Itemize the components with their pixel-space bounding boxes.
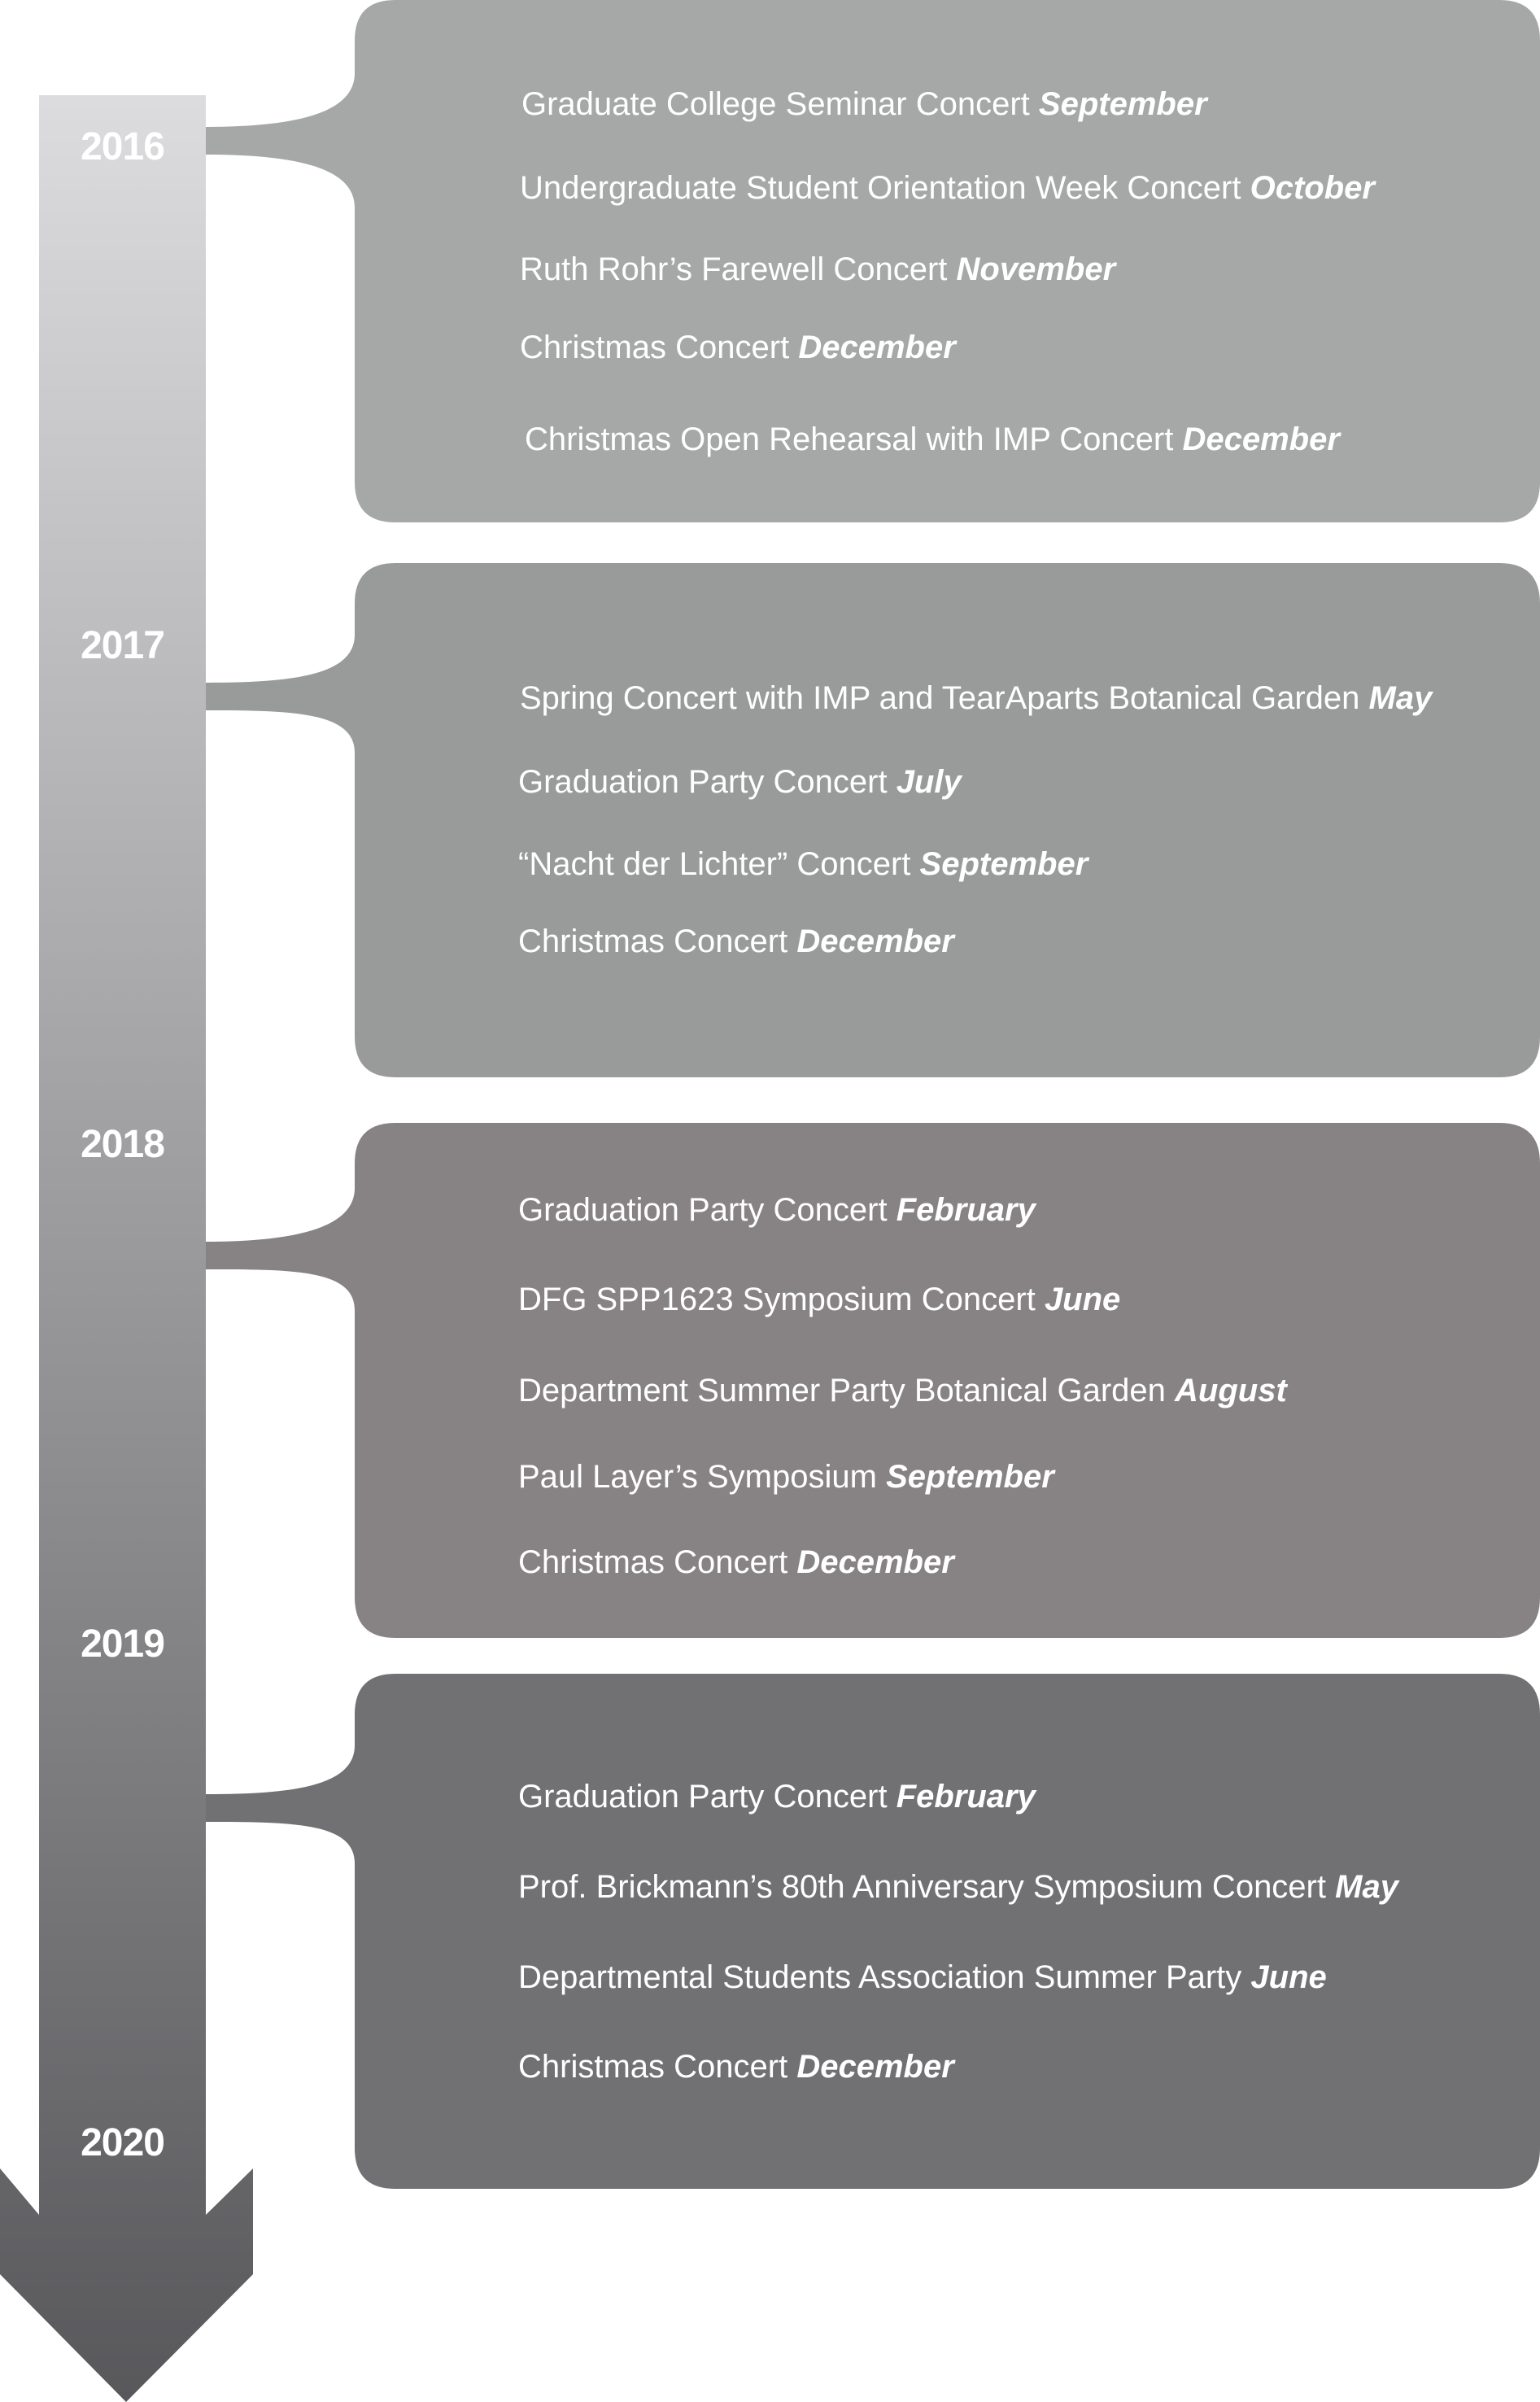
event-panel-2019 xyxy=(206,1674,1540,2189)
event-item xyxy=(521,85,1207,124)
event-name: Undergraduate Student Orientation Week Concert xyxy=(520,170,1241,206)
event-name: Paul Layer’s Symposium xyxy=(518,1459,877,1495)
event-month: June xyxy=(1250,1959,1327,1995)
year-label-2016: 2016 xyxy=(81,125,164,168)
event-item xyxy=(520,328,956,367)
event-name: Graduation Party Concert xyxy=(518,764,888,800)
event-month: December xyxy=(1182,421,1340,457)
event-item xyxy=(518,922,954,961)
event-month: December xyxy=(796,1544,954,1580)
event-month: May xyxy=(1335,1869,1398,1905)
event-item xyxy=(518,1190,1036,1229)
event-name: Prof. Brickmann’s 80th Anniversary Symposium Concert xyxy=(518,1869,1326,1905)
event-name: Graduation Party Concert xyxy=(518,1779,888,1815)
event-month: December xyxy=(796,924,954,959)
event-item xyxy=(518,1958,1327,1997)
event-month: August xyxy=(1175,1373,1287,1408)
event-month: September xyxy=(919,846,1088,882)
event-name: Ruth Rohr’s Farewell Concert xyxy=(520,251,948,287)
year-label-2018: 2018 xyxy=(81,1123,164,1166)
event-month: October xyxy=(1250,170,1375,206)
event-name: Graduation Party Concert xyxy=(518,1192,888,1228)
event-item xyxy=(520,250,1115,289)
event-month: June xyxy=(1044,1282,1121,1317)
event-name: “Nacht der Lichter” Concert xyxy=(518,846,911,882)
event-name: Christmas Open Rehearsal with IMP Concert xyxy=(525,421,1174,457)
event-item xyxy=(518,762,962,801)
event-name: Spring Concert with IMP and TearAparts Botanical Garden xyxy=(520,680,1360,716)
year-label-2020: 2020 xyxy=(81,2121,164,2164)
event-item xyxy=(518,1543,954,1582)
event-month: September xyxy=(886,1459,1054,1495)
event-month: May xyxy=(1368,680,1433,716)
event-name: DFG SPP1623 Symposium Concert xyxy=(518,1282,1036,1317)
event-month: July xyxy=(896,764,962,800)
event-item xyxy=(520,168,1375,207)
event-name: Departmental Students Association Summer Party xyxy=(518,1959,1242,1995)
event-name: Christmas Concert xyxy=(518,924,788,959)
event-month: December xyxy=(796,2049,954,2085)
event-month: September xyxy=(1038,86,1207,122)
event-item xyxy=(518,1457,1054,1496)
event-item xyxy=(518,1280,1120,1319)
event-item xyxy=(518,845,1088,884)
event-month: November xyxy=(956,251,1116,287)
event-panel-2017 xyxy=(206,563,1540,1077)
event-name: Department Summer Party Botanical Garden xyxy=(518,1373,1166,1408)
event-month: February xyxy=(896,1192,1036,1228)
event-item xyxy=(518,1777,1036,1816)
event-item xyxy=(520,679,1432,718)
event-name: Christmas Concert xyxy=(518,1544,788,1580)
year-label-2017: 2017 xyxy=(81,624,164,667)
event-month: February xyxy=(896,1779,1036,1815)
event-name: Christmas Concert xyxy=(518,2049,788,2085)
event-name: Graduate College Seminar Concert xyxy=(521,86,1030,122)
event-name: Christmas Concert xyxy=(520,330,790,365)
year-label-2019: 2019 xyxy=(81,1622,164,1666)
event-item xyxy=(518,1867,1398,1906)
event-month: December xyxy=(798,330,956,365)
event-item xyxy=(518,1371,1287,1410)
event-item xyxy=(518,2047,954,2086)
event-item xyxy=(525,420,1340,459)
